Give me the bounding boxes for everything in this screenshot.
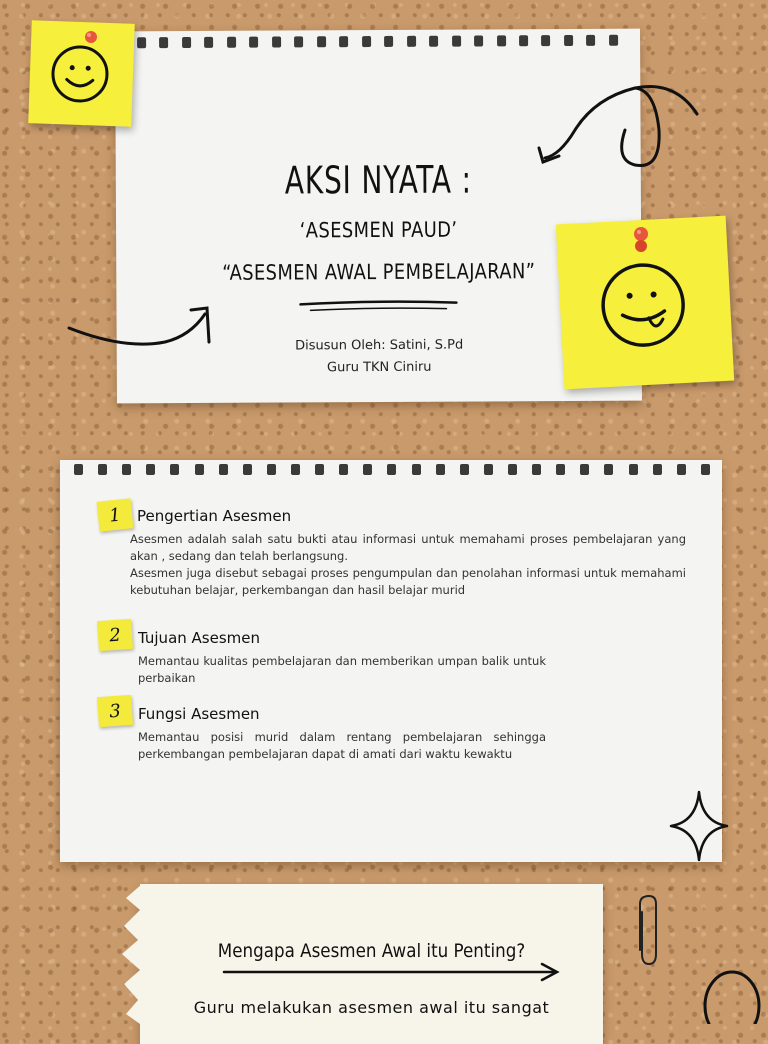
torn-edge [118,884,148,1024]
tongue-smiley-icon [596,258,691,353]
section-text: Memantau posisi murid dalam rentang pembelajaran sehingga perkembangan pembelajaran dapat di amati dari waktu kewaktu [138,730,546,761]
paperclip-icon [632,892,662,970]
section-title: Fungsi Asesmen [138,705,260,723]
arrow-icon [65,300,215,355]
section-text: Memantau kualitas pembelajaran dan memberikan umpan balik untuk perbaikan [138,654,546,685]
author-line: Disusun Oleh: Satini, S.Pd [295,337,464,354]
section-text: Asesmen adalah salah satu bukti atau informasi untuk memahami proses pembelajaran yang akan , sedang dan telah berlangsung. Asesmen juga disebut sebagai proses pengumpulan dan penolahan informasi untuk memahami kebutuhan belajar, perkembangan dan hasil belajar murid [130,532,686,597]
binder-holes [60,464,722,475]
balloon-icon [698,966,768,1024]
arrow-icon [220,962,565,984]
answer-text: Guru melakukan asesmen awal itu sangat [193,998,550,1017]
sparkle-icon [667,788,731,864]
subtitle-asesmen-paud: ‘ASESMEN PAUD’ [299,217,458,243]
section-title: Pengertian Asesmen [137,507,292,525]
number-badge: 1 [97,498,134,531]
pushpin-icon [82,28,100,46]
page-title: AKSI NYATA : [284,157,472,203]
number-badge: 2 [97,619,133,651]
curly-arrow-icon [525,70,705,180]
underline-stroke [296,298,461,315]
binder-holes [115,35,640,49]
number-badge: 3 [97,695,133,727]
smiley-icon [47,39,113,105]
info-card [60,460,722,862]
subtitle-asesmen-awal: “ASESMEN AWAL PEMBELAJARAN” [222,259,536,285]
pushpin-icon [630,224,652,258]
bottom-card [140,884,603,1044]
question-heading: Mengapa Asesmen Awal itu Penting? [217,940,526,962]
section-title: Tujuan Asesmen [138,629,260,647]
school-line: Guru TKN Ciniru [327,359,432,376]
